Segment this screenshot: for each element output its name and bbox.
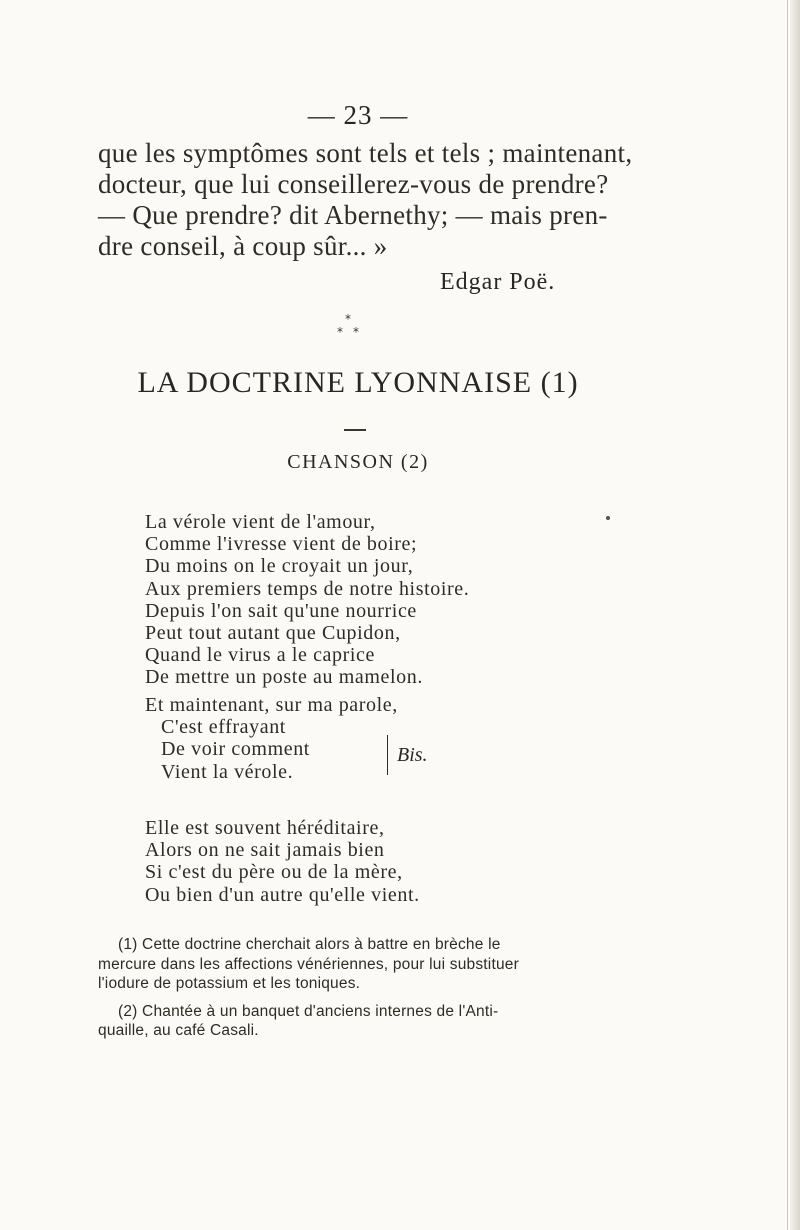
stanza-1 (145, 511, 469, 689)
footnote-line: quaille, au café Casali. (98, 1022, 259, 1040)
verse-line: Elle est souvent héréditaire, (145, 817, 385, 839)
footnote-line: mercure dans les affections vénériennes, pour lui substituer (98, 955, 519, 973)
asterisk-icon: * (337, 325, 343, 339)
verse-line: Aux premiers temps de notre histoire. (145, 577, 470, 600)
refrain-brace (387, 735, 392, 775)
song-subtitle: CHANSON (2) (287, 451, 429, 473)
prose-excerpt (98, 138, 633, 262)
prose-line: docteur, que lui conseillerez-vous de prendre? (98, 169, 609, 199)
stanza-3 (145, 817, 420, 906)
author-signature: Edgar Poë. (440, 269, 556, 295)
verse-line: Quand le virus a le caprice (145, 644, 375, 667)
stanza-2 (145, 694, 398, 783)
verse-line: Vient la vérole. (161, 760, 294, 783)
title-rule (344, 429, 366, 431)
section-title: LA DOCTRINE LYONNAISE (1) (137, 366, 579, 399)
verse-line: Ou bien d'un autre qu'elle vient. (145, 883, 420, 906)
verse-line: Et maintenant, sur ma parole, (145, 694, 398, 716)
verse-line: Du moins on le croyait un jour, (145, 555, 414, 578)
prose-line: — Que prendre? dit Abernethy; — mais pren- (98, 200, 608, 230)
verse-line: La vérole vient de l'amour, (145, 511, 376, 533)
footnote-line: (2) Chantée à un banquet d'anciens internes de l'Anti- (118, 1002, 499, 1020)
footnotes (98, 935, 708, 1041)
refrain-mark: Bis. (397, 744, 428, 766)
verse-line: De voir comment (161, 738, 310, 761)
verse-line: Alors on ne sait jamais bien (145, 839, 385, 862)
page-number: — 23 — (307, 100, 409, 130)
asterism-separator (328, 312, 378, 342)
asterisk-icon: * (353, 325, 359, 339)
footnote-line: (1) Cette doctrine cherchait alors à battre en brèche le (118, 936, 501, 953)
prose-line: dre conseil, à coup sûr... » (98, 231, 388, 261)
verse-line: Si c'est du père ou de la mère, (145, 861, 403, 884)
prose-line: que les symptômes sont tels et tels ; maintenant, (98, 138, 633, 168)
verse-line: C'est effrayant (161, 716, 286, 739)
ink-speck (606, 516, 610, 520)
asterisk-icon: * (345, 312, 351, 326)
footnote-line: l'iodure de potassium et les toniques. (98, 975, 361, 993)
verse-line: Comme l'ivresse vient de boire; (145, 533, 418, 556)
verse-line: Peut tout autant que Cupidon, (145, 622, 401, 645)
page-edge (790, 0, 800, 1230)
verse-line: De mettre un poste au mamelon. (145, 666, 423, 689)
page-edge-line (787, 0, 788, 1230)
verse-line: Depuis l'on sait qu'une nourrice (145, 599, 417, 622)
